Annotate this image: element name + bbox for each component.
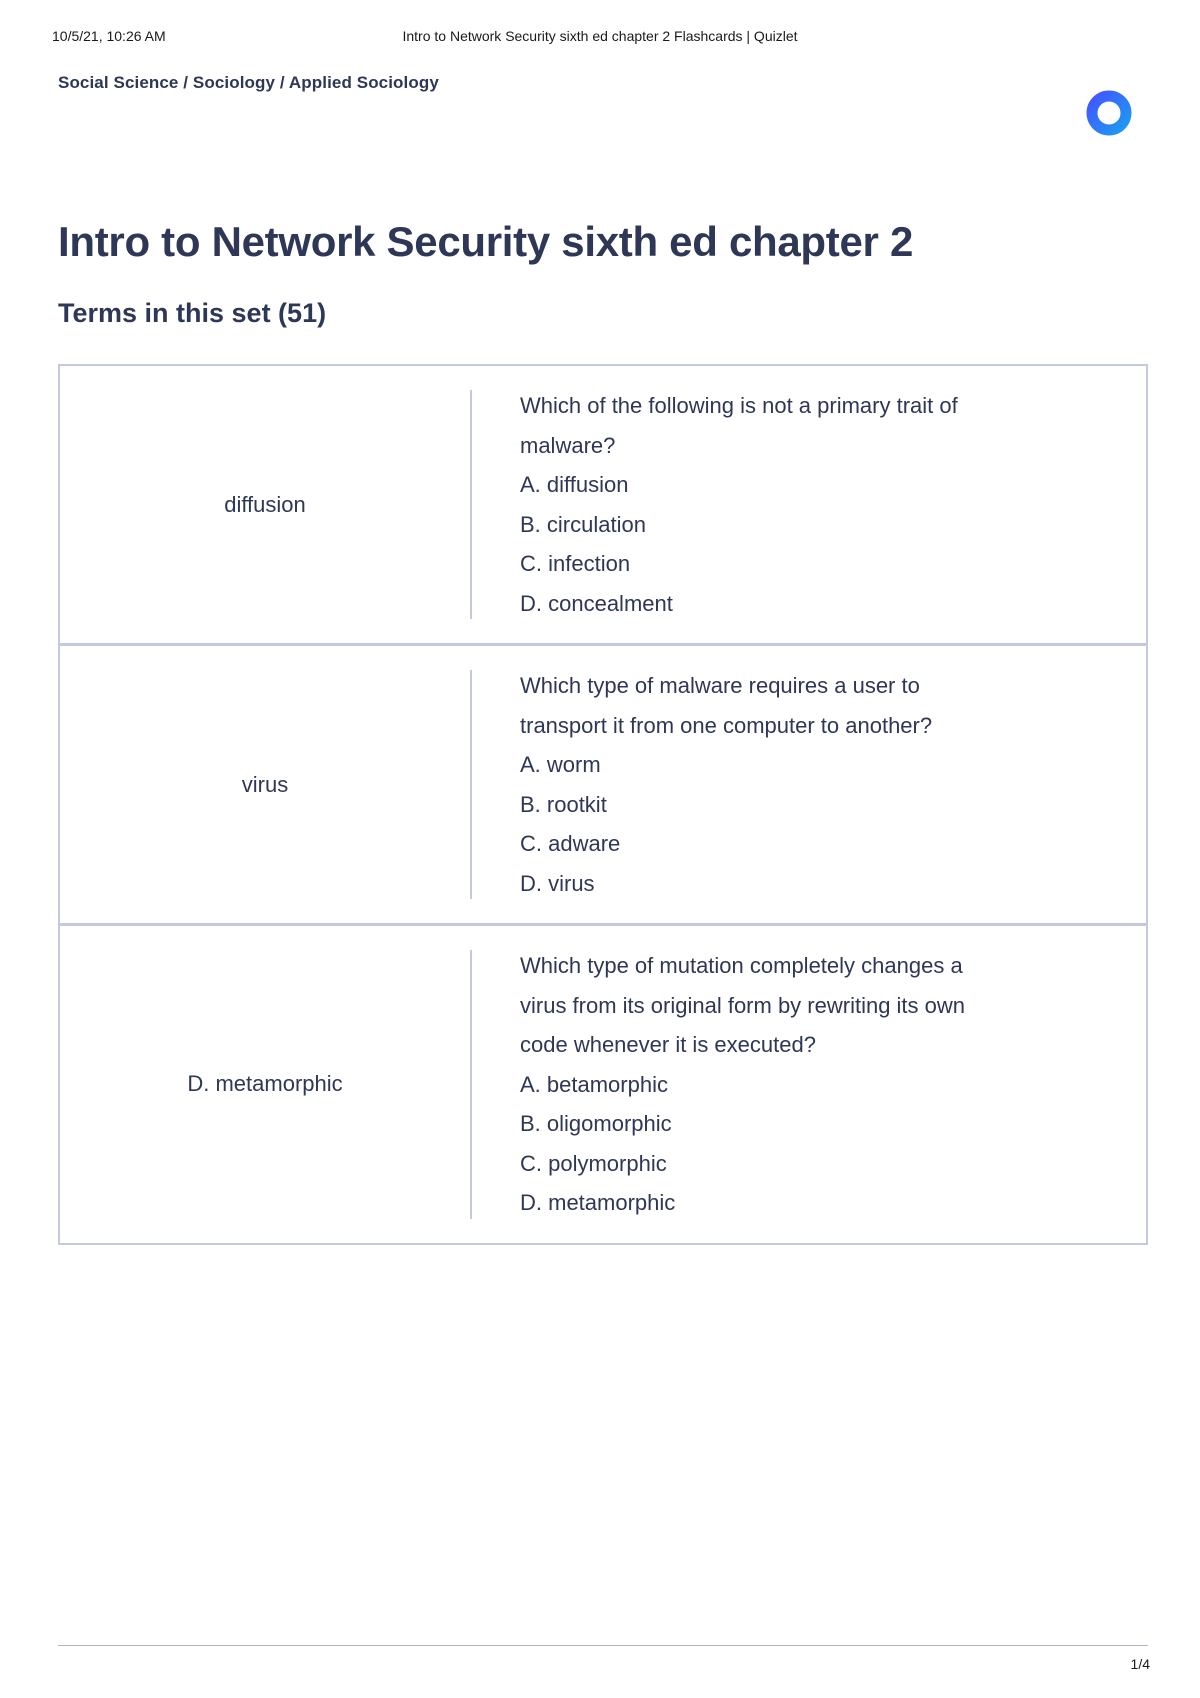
- page-title: Intro to Network Security sixth ed chapter 2: [58, 218, 913, 265]
- definition-line: C. adware: [520, 831, 621, 856]
- definition-line: code whenever it is executed?: [520, 1032, 816, 1057]
- definition-line: B. rootkit: [520, 791, 607, 817]
- definition-line: A. diffusion: [520, 472, 629, 497]
- flashcard-definition: [470, 646, 1060, 923]
- terms-heading: Terms in this set (51): [58, 298, 327, 328]
- definition-line: A. worm: [520, 752, 601, 777]
- definition-line: B. oligomorphic: [520, 1111, 672, 1136]
- print-header: [52, 28, 1148, 48]
- definition-line: Which type of mutation completely changes a: [520, 953, 963, 978]
- flashcard-term: D. metamorphic: [187, 1071, 343, 1097]
- definition-line: malware?: [520, 432, 616, 458]
- flashcard-term: diffusion: [224, 491, 306, 517]
- definition-line: transport it from one computer to another?: [520, 712, 933, 738]
- flashcard-row: [60, 643, 1146, 923]
- definition-line: Which type of malware requires a user to: [520, 673, 920, 698]
- footer-divider: [58, 1645, 1148, 1646]
- print-title: Intro to Network Security sixth ed chapter 2 Flashcards | Quizlet: [402, 28, 798, 44]
- breadcrumb[interactable]: Social Science / Sociology / Applied Sociology: [58, 73, 439, 92]
- definition-line: C. polymorphic: [520, 1150, 667, 1176]
- definition-line: C. infection: [520, 551, 631, 576]
- flashcard-term: virus: [241, 771, 289, 797]
- page-number: 1/4: [1130, 1656, 1150, 1672]
- definition-line: D. concealment: [520, 590, 673, 616]
- flashcard-definition: [470, 926, 1060, 1243]
- quizlet-logo-icon[interactable]: [1084, 88, 1134, 138]
- definition-line: A. betamorphic: [520, 1071, 668, 1097]
- print-date: 10/5/21, 10:26 AM: [52, 28, 166, 44]
- definition-line: Which of the following is not a primary trait of: [520, 393, 958, 418]
- definition-line: D. metamorphic: [520, 1190, 676, 1215]
- definition-line: D. virus: [520, 870, 595, 896]
- flashcard-row: [60, 923, 1146, 1243]
- card-divider: [470, 390, 472, 619]
- card-divider: [470, 950, 472, 1219]
- definition-line: B. circulation: [520, 511, 646, 537]
- flashcard-list: [58, 364, 1148, 1245]
- card-divider: [470, 670, 472, 899]
- flashcard-row: [60, 366, 1146, 643]
- flashcard-definition: [470, 366, 1060, 643]
- definition-line: virus from its original form by rewriting its own: [520, 992, 966, 1018]
